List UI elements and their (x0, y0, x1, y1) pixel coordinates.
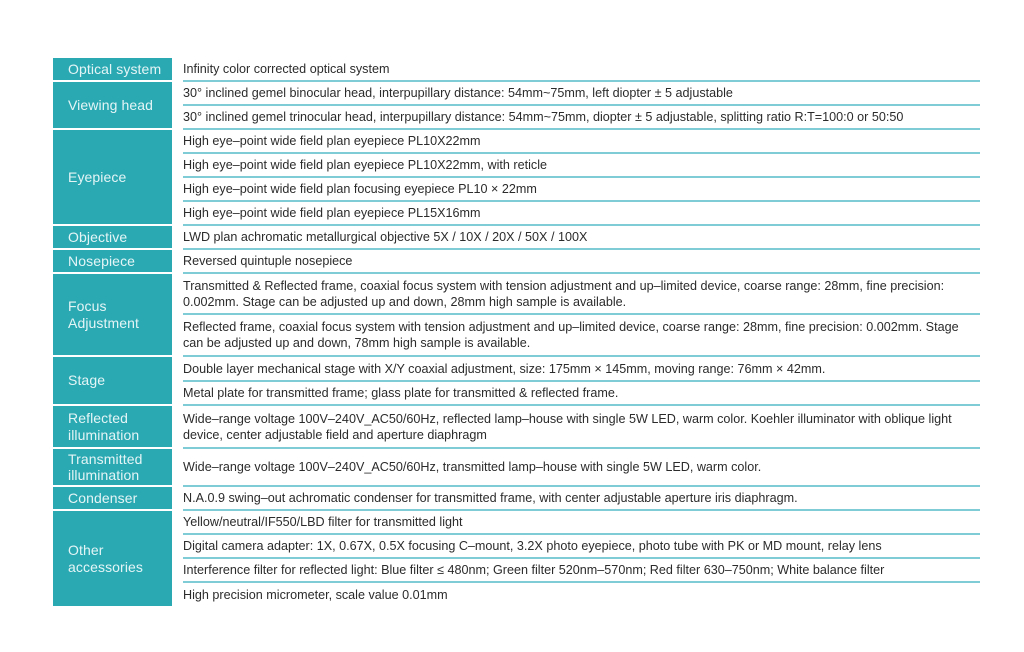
row-value: Yellow/neutral/IF550/LBD filter for transmitted light (183, 510, 980, 534)
row-value: Wide–range voltage 100V–240V_AC50/60Hz, transmitted lamp–house with single 5W LED, warm color. (183, 448, 980, 486)
row-value: Double layer mechanical stage with X/Y coaxial adjustment, size: 175mm × 145mm, moving range: 76mm × 42mm. (183, 356, 980, 381)
row-value: Metal plate for transmitted frame; glass plate for transmitted & reflected frame. (183, 381, 980, 405)
row-value: High eye–point wide field plan eyepiece PL15X16mm (183, 201, 980, 225)
table-row (53, 273, 980, 314)
table-row (53, 81, 980, 105)
row-value: Digital camera adapter: 1X, 0.67X, 0.5X focusing C–mount, 3.2X photo eyepiece, photo tube with PK or MD mount, relay lens (183, 534, 980, 558)
table-row (53, 356, 980, 381)
row-label-optical-system: Optical system (53, 58, 172, 81)
row-label-eyepiece: Eyepiece (53, 129, 172, 225)
table-row (53, 534, 980, 558)
row-label-transmitted-illumination: Transmitted illumination (53, 448, 172, 486)
table-row (53, 448, 980, 486)
row-label-nosepiece: Nosepiece (53, 249, 172, 273)
row-value: High eye–point wide field plan focusing eyepiece PL10 × 22mm (183, 177, 980, 201)
table-row (53, 58, 980, 81)
row-value: LWD plan achromatic metallurgical objective 5X / 10X / 20X / 50X / 100X (183, 225, 980, 249)
table-row (53, 558, 980, 582)
table-row (53, 249, 980, 273)
table-row (53, 582, 980, 606)
row-value: Interference filter for reflected light: Blue filter ≤ 480nm; Green filter 520nm–570nm; Red filter 630–750nm; White balance filter (183, 558, 980, 582)
table-row (53, 177, 980, 201)
row-label-focus-adjustment: Focus Adjustment (53, 273, 172, 356)
row-value: Reflected frame, coaxial focus system with tension adjustment and up–limited device, coarse range: 28mm, fine precision: 0.002mm. Stage can be adjusted up and down, 78mm high sample is available. (183, 314, 980, 356)
table-row (53, 486, 980, 510)
row-value: High precision micrometer, scale value 0.01mm (183, 587, 448, 602)
row-label-condenser: Condenser (53, 486, 172, 510)
table-row (53, 225, 980, 249)
specification-table (53, 58, 980, 606)
table-row (53, 201, 980, 225)
row-label-stage: Stage (53, 356, 172, 405)
row-value: 30° inclined gemel trinocular head, interpupillary distance: 54mm~75mm, diopter ± 5 adjustable, splitting ratio R:T=100:0 or 50:50 (183, 105, 980, 129)
row-value: Wide–range voltage 100V–240V_AC50/60Hz, reflected lamp–house with single 5W LED, warm color. Koehler illuminator with oblique light device, center adjustable field and aperture diaphragm (183, 405, 980, 448)
row-value: High eye–point wide field plan eyepiece PL10X22mm, with reticle (183, 153, 980, 177)
table-row (53, 381, 980, 405)
row-label-reflected-illumination: Reflected illumination (53, 405, 172, 448)
row-value: 30° inclined gemel binocular head, interpupillary distance: 54mm~75mm, left diopter ± 5 adjustable (183, 81, 980, 105)
row-value: High eye–point wide field plan eyepiece PL10X22mm (183, 129, 980, 153)
table-row (53, 153, 980, 177)
table-row (53, 129, 980, 153)
row-label-viewing-head: Viewing head (53, 81, 172, 129)
row-label-other-accessories: Other accessories (53, 510, 172, 606)
table-row (53, 314, 980, 356)
row-label-objective: Objective (53, 225, 172, 249)
table-row (53, 105, 980, 129)
table-row (53, 510, 980, 534)
row-value: Infinity color corrected optical system (183, 58, 980, 81)
row-value: Transmitted & Reflected frame, coaxial focus system with tension adjustment and up–limited device, coarse range: 28mm, fine precision: 0.002mm. Stage can be adjusted up and down, 28mm high sample is available. (183, 273, 980, 314)
row-value: Reversed quintuple nosepiece (183, 249, 980, 273)
table-row (53, 405, 980, 448)
row-value: N.A.0.9 swing–out achromatic condenser for transmitted frame, with center adjustable aperture iris diaphragm. (183, 486, 980, 510)
